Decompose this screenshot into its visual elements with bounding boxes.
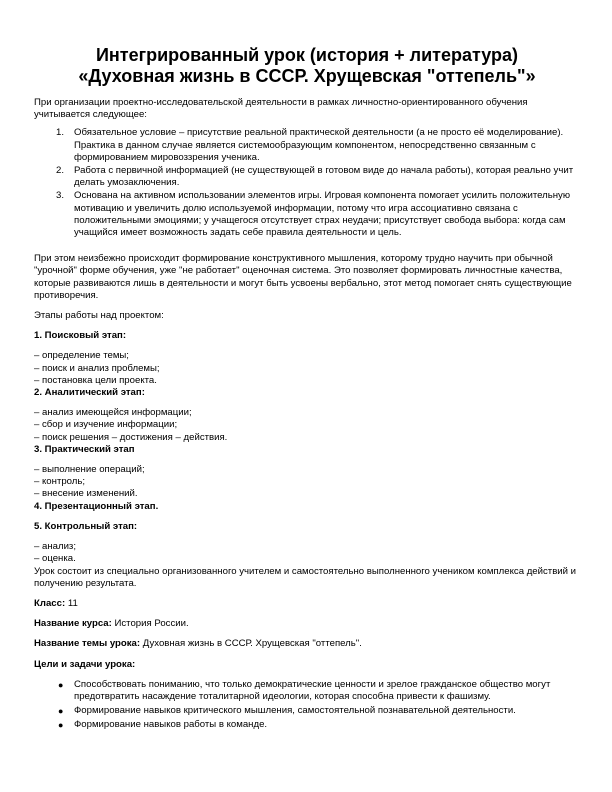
title-line-1: Интегрированный урок (история + литература): [95, 45, 519, 65]
condition-item: [34, 165, 580, 189]
condition-text: Работа с первичной информацией (не существующей в готовом виде до начала работы), которая реально учит делать умозаключения.: [74, 165, 574, 189]
stage-analytical: [34, 387, 580, 444]
condition-number: 3.: [56, 190, 65, 202]
stage-item: – внесение изменений.: [34, 488, 138, 500]
stage-item: – поиск решения – достижения – действия.: [34, 431, 228, 443]
intro-paragraph: При организации проектно-исследовательской деятельности в рамках личностно-ориентированного обучения учитывается следующее:: [34, 97, 528, 121]
goals-heading: [34, 659, 580, 671]
condition-number: 1.: [56, 127, 65, 139]
class-label: Класс:: [34, 597, 66, 609]
goal-text: Формирование навыков критического мышления, самостоятельной познавательной деятельности.: [74, 705, 516, 717]
condition-number: 2.: [56, 165, 65, 177]
course-label: Название курса:: [34, 618, 112, 630]
goal-item: [34, 719, 580, 731]
stage-item: – определение темы;: [34, 350, 129, 362]
stage-items: [34, 464, 580, 501]
class-value: 11: [67, 597, 78, 609]
goals-label: Цели и задачи урока:: [34, 658, 136, 670]
stage-item: – выполнение операций;: [34, 464, 145, 476]
goal-text: Формирование навыков работы в команде.: [74, 719, 268, 731]
goal-item: [34, 705, 580, 717]
course-value: История России.: [114, 618, 189, 630]
goals-list: [34, 679, 580, 732]
stages-title: Этапы работы над проектом:: [34, 310, 164, 322]
stage-item: – поиск и анализ проблемы;: [34, 362, 160, 374]
stage-items: [34, 350, 580, 387]
title-line-2: «Духовная жизнь в СССР. Хрущевская "оттепель"»: [78, 66, 536, 86]
constructive-thinking-paragraph: При этом неизбежно происходит формирование конструктивного мышления, которому трудно научить при обычной "урочной" форме обучения, уже "не работает" оценочная система. Это позволяет формировать личностные качества, которые развиваются лишь в деятельности и могут быть усвоены вербально, этот метод помогает снять существующие противоречия.: [34, 253, 572, 301]
stage-practical: [34, 444, 580, 501]
class-field: [34, 598, 580, 610]
lesson-structure-paragraph: Урок состоит из специально организованного учителем и самостоятельно выполненного учеником комплекса действий и получению результата.: [34, 565, 577, 589]
conditions-list: [34, 127, 580, 239]
document-page: [34, 45, 580, 734]
stage-item: – постановка цели проекта.: [34, 374, 157, 386]
bullet-icon: ●: [58, 706, 64, 717]
document-title: [34, 45, 580, 87]
stage-presentation: [34, 501, 580, 513]
stage-heading: 4. Презентационный этап.: [34, 500, 159, 512]
stage-heading: 1. Поисковый этап:: [34, 330, 127, 342]
bullet-icon: ●: [58, 720, 64, 731]
course-field: [34, 618, 580, 630]
stage-item: – анализ;: [34, 541, 76, 553]
condition-item: [34, 127, 580, 164]
stage-item: – оценка.: [34, 553, 76, 565]
topic-value: Духовная жизнь в СССР. Хрущевская "оттепель".: [142, 638, 362, 650]
bullet-icon: ●: [58, 679, 64, 690]
topic-label: Название темы урока:: [34, 638, 141, 650]
condition-item: [34, 190, 580, 239]
goal-text: Способствовать пониманию, что только демократические ценности и зрелое гражданское общество могут предотвратить насаждение тоталитарной идеологии, которая способна привести к фашизму.: [74, 678, 551, 702]
stage-item: – анализ имеющейся информации;: [34, 407, 192, 419]
condition-text: Основана на активном использовании элементов игры. Игровая компонента помогает усилить положительную мотивацию и увеличить долю используемой информации, потому что игра ассоциативно связана с положительными эмоциями; у учащегося отсутствует страх неудачи; присутствует свобода выбора: когда сам учащийся имеет возможность задать себе правила деятельности и цель.: [74, 190, 571, 239]
stage-item: – сбор и изучение информации;: [34, 419, 178, 431]
stage-items: [34, 407, 580, 444]
stage-item: – контроль;: [34, 476, 86, 488]
stage-heading: 2. Аналитический этап:: [34, 387, 145, 399]
stage-control: [34, 521, 580, 566]
topic-field: [34, 638, 580, 650]
stage-heading: 3. Практический этап: [34, 443, 135, 455]
goal-item: [34, 679, 580, 703]
stage-heading: 5. Контрольный этап:: [34, 520, 138, 532]
condition-text: Обязательное условие – присутствие реальной практической деятельности (а не просто её моделирование). Практика в данном случае является системообразующим компонентом, непосредственно связанным с формированием мировоззрения ученика.: [74, 127, 564, 163]
stage-items: [34, 541, 580, 565]
stage-search: [34, 330, 580, 387]
